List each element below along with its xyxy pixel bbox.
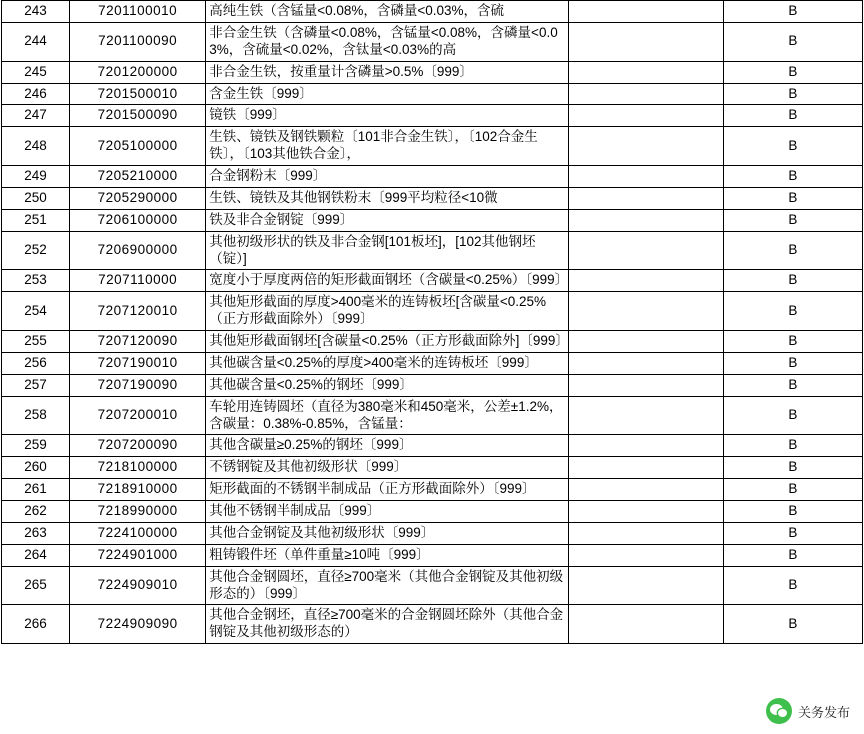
row-name: 其他合金钢坯，直径≥700毫米的合金钢圆坯除外（其他合金钢锭及其他初级形态的） xyxy=(206,605,568,644)
hs-code-table xyxy=(1,0,863,644)
row-name: 其他合金钢圆坯，直径≥700毫米（其他合金钢锭及其他初级形态的）〔999〕 xyxy=(206,566,568,605)
row-flag: B xyxy=(723,83,862,105)
row-flag: B xyxy=(723,544,862,566)
row-index: 249 xyxy=(2,166,70,188)
row-flag: B xyxy=(723,209,862,231)
row-flag: B xyxy=(723,231,862,270)
row-blank xyxy=(568,83,723,105)
table-row xyxy=(2,22,863,61)
row-blank xyxy=(568,501,723,523)
table-row xyxy=(2,187,863,209)
row-name: 其他不锈钢半制成品〔999〕 xyxy=(206,501,568,523)
row-code: 7218100000 xyxy=(70,457,206,479)
row-index: 246 xyxy=(2,83,70,105)
row-blank xyxy=(568,105,723,127)
row-flag: B xyxy=(723,166,862,188)
row-code: 7201500090 xyxy=(70,105,206,127)
row-code: 7218990000 xyxy=(70,501,206,523)
row-blank xyxy=(568,522,723,544)
row-code: 7224901000 xyxy=(70,544,206,566)
row-name: 其他碳含量<0.25%的钢坯〔999〕 xyxy=(206,374,568,396)
row-flag: B xyxy=(723,61,862,83)
table-row xyxy=(2,605,863,644)
table-row xyxy=(2,331,863,353)
row-code: 7207120010 xyxy=(70,292,206,331)
row-name: 宽度小于厚度两倍的矩形截面钢坯（含碳量<0.25%）〔999〕 xyxy=(206,270,568,292)
table-row xyxy=(2,544,863,566)
row-index: 251 xyxy=(2,209,70,231)
row-index: 253 xyxy=(2,270,70,292)
row-flag: B xyxy=(723,396,862,435)
row-flag: B xyxy=(723,22,862,61)
row-name: 其他碳含量<0.25%的厚度>400毫米的连铸板坯〔999〕 xyxy=(206,352,568,374)
row-code: 7207190010 xyxy=(70,352,206,374)
row-name: 非合金生铁（含磷量<0.08%，含锰量<0.08%，含磷量<0.03%，含硫量<0.02%，含钛量<0.03%的高 xyxy=(206,22,568,61)
table-row xyxy=(2,1,863,23)
row-code: 7207190090 xyxy=(70,374,206,396)
row-index: 244 xyxy=(2,22,70,61)
row-blank xyxy=(568,374,723,396)
row-name: 粗铸锻件坯（单件重量≥10吨〔999〕 xyxy=(206,544,568,566)
row-code: 7201500010 xyxy=(70,83,206,105)
row-code: 7205100000 xyxy=(70,127,206,166)
row-index: 245 xyxy=(2,61,70,83)
table-row xyxy=(2,166,863,188)
watermark-label: 关务发布 xyxy=(797,704,850,720)
row-code: 7207200090 xyxy=(70,435,206,457)
table-row xyxy=(2,231,863,270)
row-flag: B xyxy=(723,127,862,166)
row-code: 7207120090 xyxy=(70,331,206,353)
row-blank xyxy=(568,231,723,270)
row-name: 高纯生铁（含锰量<0.08%，含磷量<0.03%，含硫 xyxy=(206,1,568,23)
row-code: 7224100000 xyxy=(70,522,206,544)
row-index: 260 xyxy=(2,457,70,479)
row-blank xyxy=(568,479,723,501)
row-flag: B xyxy=(723,435,862,457)
table-row xyxy=(2,352,863,374)
row-flag: B xyxy=(723,605,862,644)
row-code: 7207200010 xyxy=(70,396,206,435)
row-name: 非合金生铁，按重量计含磷量>0.5%〔999〕 xyxy=(206,61,568,83)
table-row xyxy=(2,566,863,605)
row-flag: B xyxy=(723,566,862,605)
row-blank xyxy=(568,187,723,209)
row-index: 243 xyxy=(2,1,70,23)
row-blank xyxy=(568,166,723,188)
row-blank xyxy=(568,544,723,566)
row-flag: B xyxy=(723,270,862,292)
table-row xyxy=(2,479,863,501)
table-row xyxy=(2,105,863,127)
table-row xyxy=(2,435,863,457)
row-code: 7206100000 xyxy=(70,209,206,231)
row-blank xyxy=(568,352,723,374)
row-flag: B xyxy=(723,374,862,396)
row-flag: B xyxy=(723,105,862,127)
row-flag: B xyxy=(723,352,862,374)
row-blank xyxy=(568,396,723,435)
row-code: 7224909010 xyxy=(70,566,206,605)
row-blank xyxy=(568,209,723,231)
row-blank xyxy=(568,61,723,83)
row-flag: B xyxy=(723,1,862,23)
row-name: 矩形截面的不锈钢半制成品（正方形截面除外）〔999〕 xyxy=(206,479,568,501)
row-index: 255 xyxy=(2,331,70,353)
row-name: 其他矩形截面的厚度>400毫米的连铸板坯[含碳量<0.25%（正方形截面除外）〔999〕 xyxy=(206,292,568,331)
row-index: 265 xyxy=(2,566,70,605)
row-index: 248 xyxy=(2,127,70,166)
row-flag: B xyxy=(723,457,862,479)
row-blank xyxy=(568,270,723,292)
row-name: 其他矩形截面钢坯[含碳量<0.25%（正方形截面除外]〔999〕 xyxy=(206,331,568,353)
row-name: 生铁、镜铁及其他钢铁粉末〔999平均粒径<10微 xyxy=(206,187,568,209)
row-name: 镜铁〔999〕 xyxy=(206,105,568,127)
row-flag: B xyxy=(723,501,862,523)
table-row xyxy=(2,396,863,435)
row-code: 7205210000 xyxy=(70,166,206,188)
row-flag: B xyxy=(723,187,862,209)
table-row xyxy=(2,209,863,231)
row-flag: B xyxy=(723,331,862,353)
row-blank xyxy=(568,605,723,644)
table-row xyxy=(2,61,863,83)
row-flag: B xyxy=(723,522,862,544)
row-code: 7206900000 xyxy=(70,231,206,270)
row-index: 266 xyxy=(2,605,70,644)
row-code: 7205290000 xyxy=(70,187,206,209)
row-flag: B xyxy=(723,479,862,501)
table-row xyxy=(2,457,863,479)
table-row xyxy=(2,83,863,105)
table-row xyxy=(2,522,863,544)
row-name: 不锈钢锭及其他初级形状〔999〕 xyxy=(206,457,568,479)
row-code: 7207110000 xyxy=(70,270,206,292)
row-code: 7201100010 xyxy=(70,1,206,23)
row-blank xyxy=(568,435,723,457)
row-blank xyxy=(568,331,723,353)
row-name: 其他含碳量≥0.25%的钢坯〔999〕 xyxy=(206,435,568,457)
row-code: 7218910000 xyxy=(70,479,206,501)
row-name: 车轮用连铸圆坯（直径为380毫米和450毫米，公差±1.2%，含碳量：0.38%-0.85%，含锰量： xyxy=(206,396,568,435)
row-blank xyxy=(568,292,723,331)
row-index: 264 xyxy=(2,544,70,566)
row-flag: B xyxy=(723,292,862,331)
row-blank xyxy=(568,566,723,605)
table-row xyxy=(2,270,863,292)
row-index: 254 xyxy=(2,292,70,331)
row-index: 263 xyxy=(2,522,70,544)
row-index: 250 xyxy=(2,187,70,209)
row-index: 261 xyxy=(2,479,70,501)
row-blank xyxy=(568,457,723,479)
table-row xyxy=(2,501,863,523)
table-row xyxy=(2,127,863,166)
row-code: 7224909090 xyxy=(70,605,206,644)
row-code: 7201200000 xyxy=(70,61,206,83)
row-index: 256 xyxy=(2,352,70,374)
row-index: 259 xyxy=(2,435,70,457)
row-name: 生铁、镜铁及钢铁颗粒〔101非合金生铁〕，〔102合金生铁〕，〔103其他铁合金〕， xyxy=(206,127,568,166)
row-name: 含金生铁〔999〕 xyxy=(206,83,568,105)
row-name: 合金钢粉末〔999〕 xyxy=(206,166,568,188)
table-row xyxy=(2,292,863,331)
row-blank xyxy=(568,127,723,166)
row-name: 铁及非合金钢锭〔999〕 xyxy=(206,209,568,231)
row-name: 其他合金钢锭及其他初级形状〔999〕 xyxy=(206,522,568,544)
row-blank xyxy=(568,1,723,23)
row-index: 258 xyxy=(2,396,70,435)
row-index: 252 xyxy=(2,231,70,270)
table-body xyxy=(2,1,863,644)
table-row xyxy=(2,374,863,396)
row-name: 其他初级形状的铁及非合金钢[101板坯]，[102其他钢坯（锭）] xyxy=(206,231,568,270)
row-blank xyxy=(568,22,723,61)
row-index: 262 xyxy=(2,501,70,523)
wechat-logo-icon xyxy=(766,698,792,724)
row-index: 247 xyxy=(2,105,70,127)
row-index: 257 xyxy=(2,374,70,396)
row-code: 7201100090 xyxy=(70,22,206,61)
watermark-badge xyxy=(762,694,856,728)
